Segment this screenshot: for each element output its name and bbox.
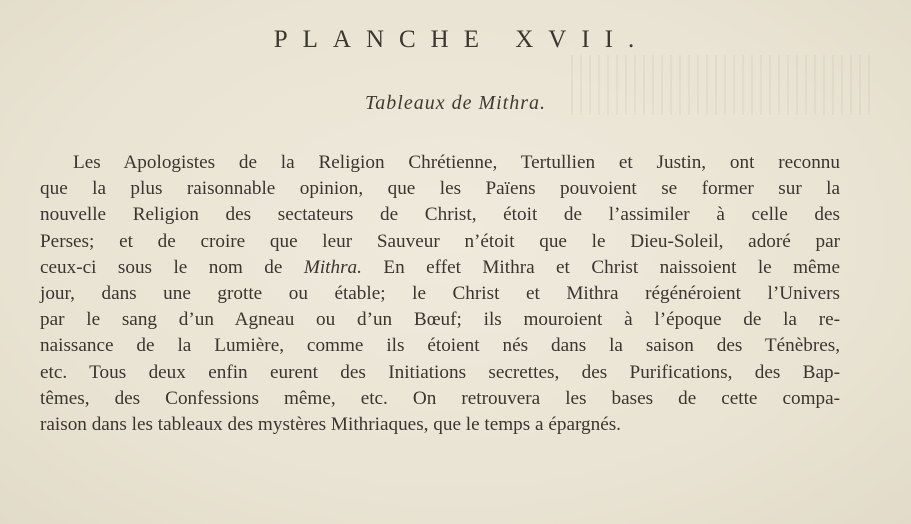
text-line: naissance de la Lumière, comme ils étoient nés dans la saison des Ténèbres, [40, 335, 840, 357]
text-line: jour, dans une grotte ou étable; le Christ et Mithra régénéroient l’Univers [40, 283, 840, 305]
text-line: Perses; et de croire que leur Sauveur n’étoit que le Dieu-Soleil, adoré par [40, 230, 840, 252]
body-paragraph [40, 150, 840, 438]
text-line: têmes, des Confessions même, etc. On retrouvera les bases de cette compa- [40, 387, 840, 409]
italic-term: Mithra. [303, 256, 362, 278]
text-line: que la plus raisonnable opinion, que les Païens pouvoient se former sur la [40, 178, 840, 200]
text-line: etc. Tous deux enfin eurent des Initiations secrettes, des Purifications, des Bap- [40, 361, 840, 383]
text-line: Les Apologistes de la Religion Chrétienne, Tertullien et Justin, ont reconnu [73, 152, 840, 173]
text-line: ceux-ci sous le nom de Mithra. En effet Mithra et Christ naissoient le même [40, 256, 841, 278]
text-line: nouvelle Religion des sectateurs de Christ, étoit de l’assimiler à celle des [40, 204, 840, 226]
text-line: raison dans les tableaux des mystères Mithriaques, que le temps a épargnés. [40, 414, 621, 436]
plate-title: PLANCHE XVII. [273, 26, 650, 53]
text-line: par le sang d’un Agneau ou d’un Bœuf; ils mouroient à l’époque de la re- [40, 309, 840, 331]
plate-subtitle: Tableaux de Mithra. [364, 92, 547, 114]
